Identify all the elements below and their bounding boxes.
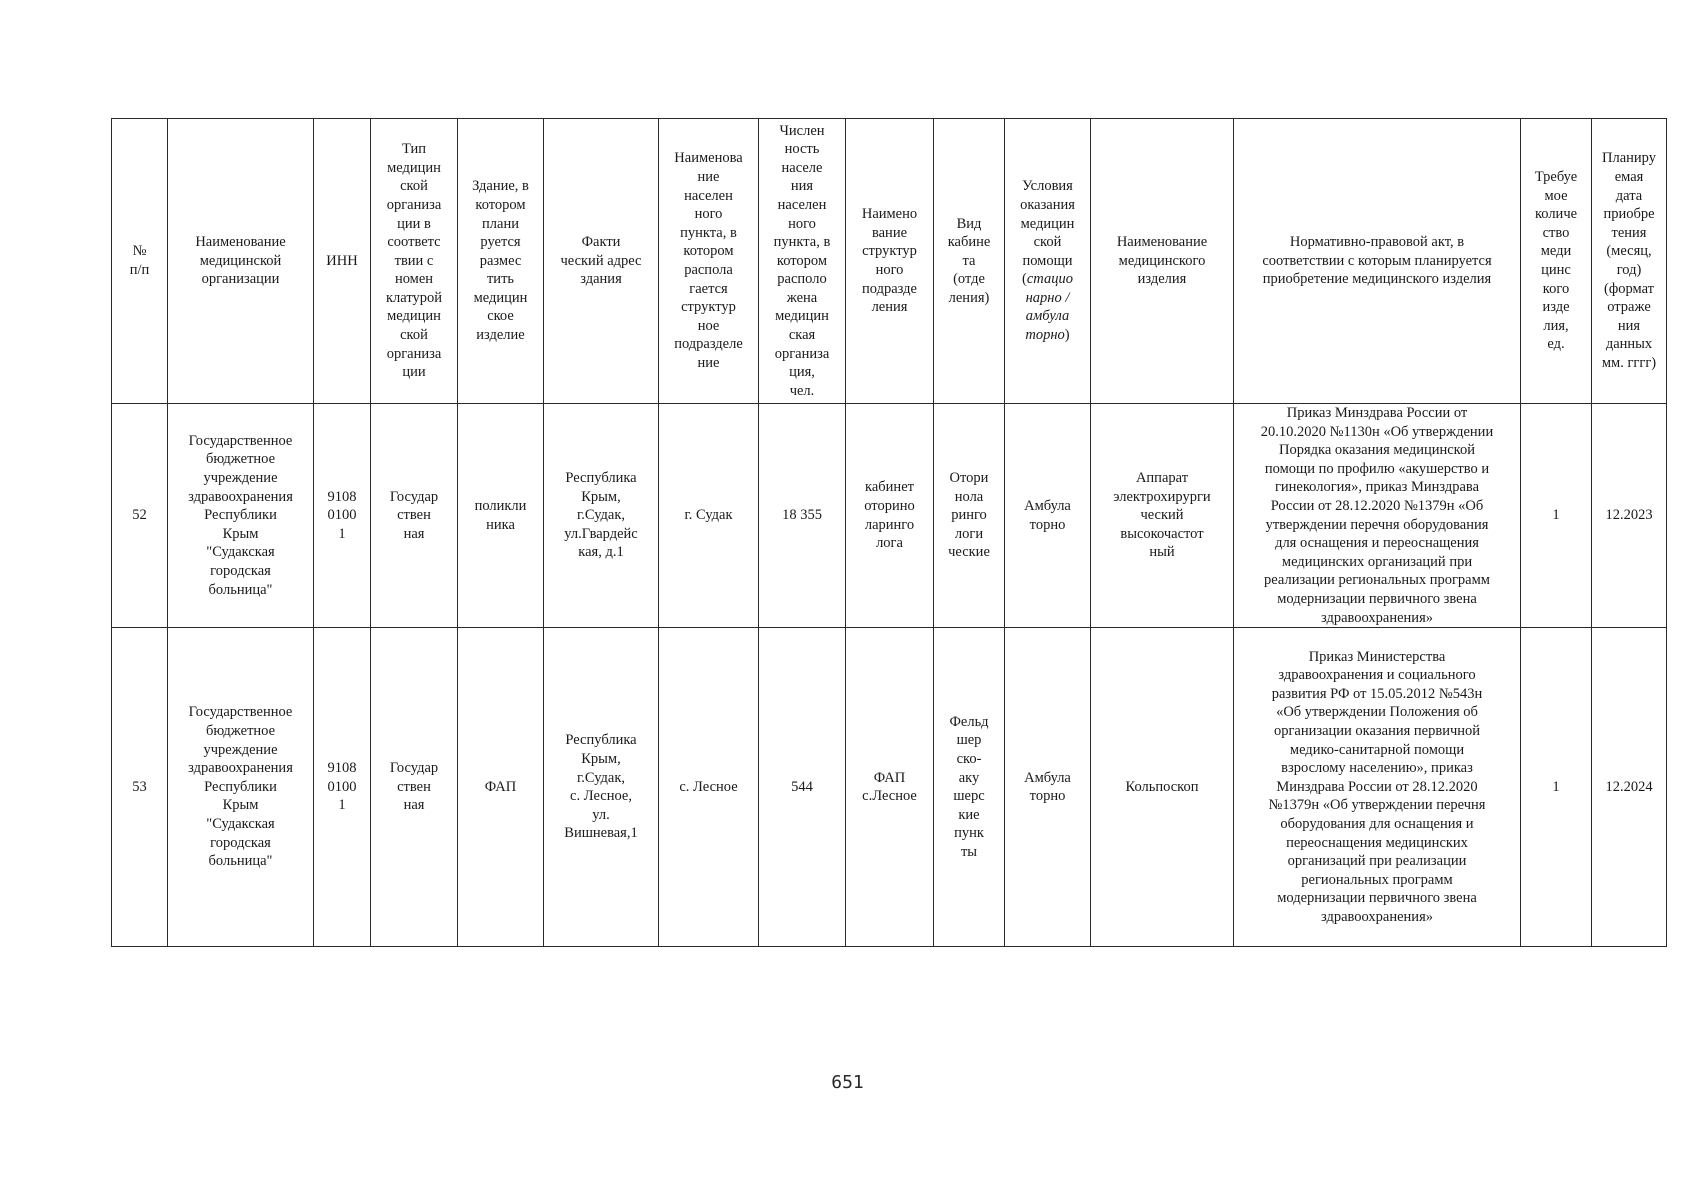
header-cabinet-type: Вид кабине та (отде ления) bbox=[934, 119, 1005, 404]
header-building: Здание, в котором плани руется размес тить медицин ское изделие bbox=[458, 119, 544, 404]
header-care-conditions-tail: ) bbox=[1064, 327, 1070, 344]
header-organization-type: Тип медицин ской организа ции в соответс твии с номен клатурой медицин ской организа ции bbox=[371, 119, 458, 404]
header-address: Факти ческий адрес здания bbox=[544, 119, 659, 404]
header-device-name: Наименование медицинского изделия bbox=[1091, 119, 1234, 404]
header-planned-date: Планиру емая дата приобре тения (месяц, год) (формат отраже ния данных мм. гггг) bbox=[1592, 119, 1667, 404]
table-row bbox=[112, 628, 1667, 947]
cell-locality: г. Судак bbox=[659, 404, 759, 628]
cell-date: 12.2024 bbox=[1592, 628, 1667, 947]
cell-subdivision: кабинет оторино ларинго лога bbox=[846, 404, 934, 628]
table-row bbox=[112, 404, 1667, 628]
header-organization-name: Наименование медицинской организации bbox=[168, 119, 314, 404]
cell-quantity: 1 bbox=[1521, 628, 1592, 947]
cell-inn: 9108 0100 1 bbox=[314, 628, 371, 947]
header-subdivision: Наимено вание структур ного подразде ления bbox=[846, 119, 934, 404]
header-quantity: Требуе мое количе ство меди цинс кого изде лия, ед. bbox=[1521, 119, 1592, 404]
cell-device: Аппарат электрохирурги ческий высокочастот ный bbox=[1091, 404, 1234, 628]
header-care-conditions-text: Условия оказания медицин ской помощи ( bbox=[1020, 178, 1075, 288]
cell-locality: с. Лесное bbox=[659, 628, 759, 947]
cell-legal-act: Приказ Министерства здравоохранения и социального развития РФ от 15.05.2012 №543н «Об утверждении Положения об организации оказания первичной медико-санитарной помощи взрослому населению», приказ Минздрава России от 28.12.2020 №1379н «Об утверждении перечня оборудования для оснащения и переоснащения медицинских организаций при реализации региональных программ модернизации первичного звена здравоохранения» bbox=[1234, 628, 1521, 947]
cell-population: 544 bbox=[759, 628, 846, 947]
cell-address: Республика Крым, г.Судак, с. Лесное, ул. Вишневая,1 bbox=[544, 628, 659, 947]
header-number: № п/п bbox=[112, 119, 168, 404]
cell-population: 18 355 bbox=[759, 404, 846, 628]
header-locality: Наименова ние населен ного пункта, в котором распола гается структур ное подразделе ние bbox=[659, 119, 759, 404]
cell-organization: Государственное бюджетное учреждение здравоохранения Республики Крым "Судакская городская больница" bbox=[168, 628, 314, 947]
medical-equipment-table bbox=[111, 118, 1667, 947]
page-number: 651 bbox=[831, 1072, 864, 1093]
cell-conditions: Амбула торно bbox=[1005, 404, 1091, 628]
cell-type: Государ ствен ная bbox=[371, 628, 458, 947]
header-legal-act: Нормативно-правовой акт, в соответствии с которым планируется приобретение медицинского изделия bbox=[1234, 119, 1521, 404]
header-care-conditions bbox=[1005, 119, 1091, 404]
cell-legal-act: Приказ Минздрава России от 20.10.2020 №1130н «Об утверждении Порядка оказания медицинской помощи по профилю «акушерство и гинекология», приказ Минздрава России от 28.12.2020 №1379н «Об утверждении перечня оборудования для оснащения и переоснащения медицинских организаций при реализации региональных программ модернизации первичного звена здравоохранения» bbox=[1234, 404, 1521, 628]
header-care-conditions-italic: стацио нарно / амбула торно bbox=[1025, 271, 1073, 344]
cell-number: 52 bbox=[112, 404, 168, 628]
header-inn: ИНН bbox=[314, 119, 371, 404]
table-header-row bbox=[112, 119, 1667, 404]
cell-quantity: 1 bbox=[1521, 404, 1592, 628]
cell-device: Кольпоскоп bbox=[1091, 628, 1234, 947]
cell-number: 53 bbox=[112, 628, 168, 947]
cell-cabinet: Отори нола ринго логи ческие bbox=[934, 404, 1005, 628]
cell-inn: 9108 0100 1 bbox=[314, 404, 371, 628]
cell-building: ФАП bbox=[458, 628, 544, 947]
cell-subdivision: ФАП с.Лесное bbox=[846, 628, 934, 947]
cell-address: Республика Крым, г.Судак, ул.Гвардейс кая, д.1 bbox=[544, 404, 659, 628]
cell-building: поликли ника bbox=[458, 404, 544, 628]
cell-type: Государ ствен ная bbox=[371, 404, 458, 628]
cell-date: 12.2023 bbox=[1592, 404, 1667, 628]
cell-conditions: Амбула торно bbox=[1005, 628, 1091, 947]
cell-organization: Государственное бюджетное учреждение здравоохранения Республики Крым "Судакская городская больница" bbox=[168, 404, 314, 628]
header-population: Числен ность населе ния населен ного пункта, в котором располо жена медицин ская организа ция, чел. bbox=[759, 119, 846, 404]
cell-cabinet: Фельд шер ско- аку шерс кие пунк ты bbox=[934, 628, 1005, 947]
